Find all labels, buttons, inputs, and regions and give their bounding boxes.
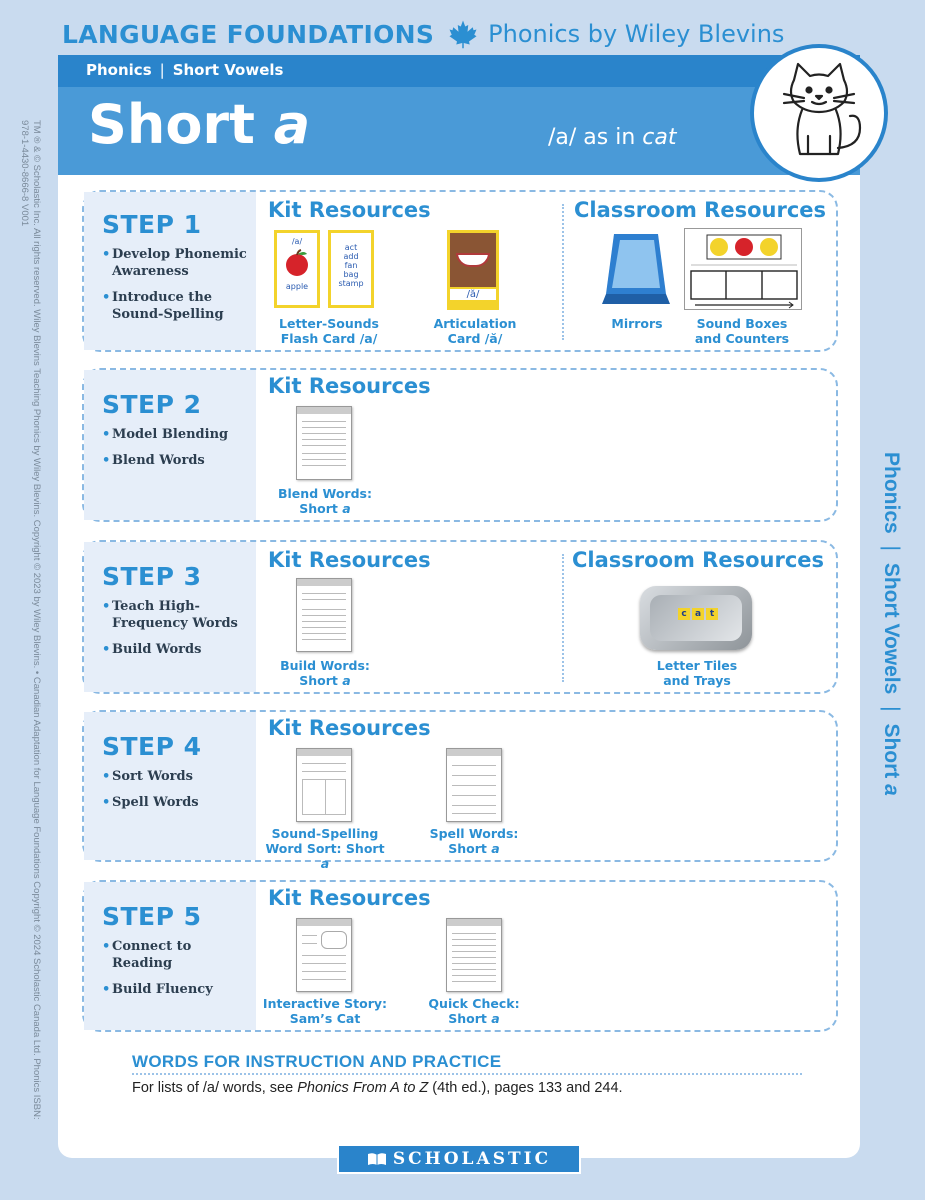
- worksheet-line: [452, 981, 496, 982]
- legal-text: TM ® & © Scholastic Inc. All rights reserved. Wiley Blevins Teaching Phonics by Wiley Blevins. Copyright © 2023 by Wiley Blevins. • Canadian Adaptation for Language Foundations Copyright © 2024 Scholastic Canada Ltd. Phonics ISBN: 978-1-4430-8666-8 V001: [19, 120, 42, 1120]
- worksheet-line: [452, 795, 496, 796]
- sound-boxes-icon: [685, 229, 803, 311]
- worksheet-line: [302, 935, 317, 936]
- worksheet-line: [302, 593, 346, 594]
- worksheet-thumbnail: [296, 918, 352, 992]
- resource-label-word: Short: [448, 1011, 487, 1026]
- worksheet-line: [452, 975, 496, 976]
- resource-label-line: Blend Words:: [278, 486, 372, 501]
- worksheet-line: [452, 785, 496, 786]
- apple-icon: [282, 248, 312, 278]
- worksheet-thumbnail: [296, 578, 352, 652]
- worksheet-header: [447, 919, 501, 926]
- words-heading: WORDS FOR INSTRUCTION AND PRACTICE: [132, 1052, 502, 1071]
- kit-resources-heading: Kit Resources: [268, 716, 431, 740]
- articulation-card: [447, 230, 499, 310]
- worksheet-line: [302, 615, 346, 616]
- worksheet-header: [297, 919, 351, 926]
- resource-label-line: and Trays: [663, 673, 731, 688]
- worksheet-header: [297, 407, 351, 414]
- brand-header: [62, 14, 784, 54]
- sound-boxes-mat: [684, 228, 802, 310]
- publisher-name: SCHOLASTIC: [392, 1149, 552, 1169]
- worksheet-line: [452, 963, 496, 964]
- resource-label-line: [419, 841, 529, 856]
- worksheet-line: [302, 609, 346, 610]
- worksheet-line: [452, 933, 496, 934]
- open-book-icon: [367, 1152, 387, 1166]
- resource-label-line: [260, 841, 390, 871]
- resource-label-line: [270, 673, 380, 688]
- worksheet-line: [452, 765, 496, 766]
- kit-resources-heading: Kit Resources: [268, 548, 431, 572]
- worksheet-line: [302, 963, 346, 964]
- worksheet-line: [302, 979, 346, 980]
- section-divider: [562, 554, 564, 682]
- worksheet-line: [302, 627, 346, 628]
- worksheet-line: [302, 633, 346, 634]
- flash-card-list-word: fan: [344, 261, 358, 270]
- step-title: STEP 5: [102, 902, 202, 931]
- flash-card-list-word: act: [344, 243, 358, 252]
- resource-label-line: Letter Tiles: [656, 658, 738, 673]
- resource-label: [270, 486, 380, 516]
- mouth-icon: [456, 253, 490, 267]
- resource-label: [582, 316, 692, 331]
- mirror-icon: [600, 230, 674, 310]
- worksheet-line: [302, 421, 346, 422]
- step-title: STEP 1: [102, 210, 202, 239]
- resource-label-line: Mirrors: [611, 316, 663, 331]
- sound-text: /a/ as in: [548, 125, 636, 150]
- breadcrumb-item: Short Vowels: [172, 61, 284, 79]
- resource-label-word: Short: [299, 673, 338, 688]
- step-bullets: [102, 938, 252, 1007]
- resource-label-line: Sound Boxes: [696, 316, 788, 331]
- worksheet-line: [452, 945, 496, 946]
- resource-label-line: Flash Card /a/: [280, 331, 378, 346]
- flash-card-list-word: add: [343, 252, 359, 261]
- worksheet-line: [452, 939, 496, 940]
- words-divider: [132, 1073, 802, 1075]
- step-4-panel: [82, 710, 838, 871]
- step-title: STEP 2: [102, 390, 202, 419]
- resource-label: [686, 316, 798, 346]
- resource-label: [419, 996, 529, 1026]
- resource-label-letter: a: [491, 1011, 500, 1026]
- step-bullet: • Sort Words: [102, 768, 252, 785]
- breadcrumb-separator: |: [159, 61, 165, 79]
- worksheet-line: [452, 805, 496, 806]
- letter-tile: a: [692, 608, 704, 620]
- worksheet-sort-box: [302, 779, 346, 815]
- sound-word: cat: [642, 125, 677, 150]
- mouth-photo: [450, 233, 496, 287]
- worksheet-line: [452, 775, 496, 776]
- classroom-resources-heading: Classroom Resources: [574, 198, 827, 222]
- step-title: STEP 3: [102, 562, 202, 591]
- worksheet-line: [302, 445, 346, 446]
- worksheet-thumbnail: [446, 748, 502, 822]
- worksheet-line: [302, 427, 346, 428]
- section-divider: [562, 204, 564, 340]
- step-bullet: • Blend Words: [102, 452, 252, 469]
- flash-card-word-list: [331, 243, 371, 288]
- step-bullet: • Spell Words: [102, 794, 252, 811]
- breadcrumb: [86, 61, 283, 79]
- worksheet-line: [302, 763, 346, 764]
- step-bullet: • Build Words: [102, 641, 252, 658]
- letter-tile: c: [678, 608, 690, 620]
- worksheet-line: [302, 465, 346, 466]
- flash-card-sound: /a/: [291, 237, 303, 246]
- resource-label-line: and Counters: [694, 331, 790, 346]
- resource-label-line: Sound-Spelling: [271, 826, 379, 841]
- step-bullets: [102, 246, 252, 332]
- side-label-part: Short Vowels: [880, 562, 903, 695]
- resource-label: [260, 826, 390, 871]
- resource-label-word: Short: [299, 501, 338, 516]
- cat-icon: [764, 58, 874, 168]
- kit-resources-heading: Kit Resources: [268, 198, 431, 222]
- side-label-letter: a: [880, 784, 903, 796]
- worksheet-line: [302, 943, 317, 944]
- resource-label-line: Interactive Story:: [262, 996, 388, 1011]
- step-bullets: [102, 768, 252, 820]
- worksheet-line: [302, 971, 346, 972]
- worksheet-line: [452, 957, 496, 958]
- worksheet-line: [302, 621, 346, 622]
- worksheet-header: [297, 749, 351, 756]
- resource-label: [270, 658, 380, 688]
- side-label: [873, 452, 903, 796]
- book-title: Phonics From A to Z: [297, 1080, 429, 1096]
- worksheet-line: [302, 639, 346, 640]
- step-bullet: • Build Fluency: [102, 981, 252, 998]
- words-text: [132, 1080, 623, 1096]
- words-text-part: (4th ed.), pages 133 and 244.: [428, 1080, 623, 1096]
- cat-illustration: [750, 44, 888, 182]
- resource-label-letter: a: [320, 856, 330, 871]
- step-bullet: • Introduce the Sound-Spelling: [102, 289, 252, 323]
- step-bullet: • Develop Phonemic Awareness: [102, 246, 252, 280]
- worksheet-header: [297, 579, 351, 586]
- words-text-part: For lists of /a/ words, see: [132, 1080, 298, 1096]
- resource-label: [260, 996, 390, 1026]
- worksheet-line: [452, 969, 496, 970]
- flash-card-word: apple: [285, 282, 309, 291]
- resource-label-word: Word Sort: Short: [265, 841, 385, 856]
- publisher-logo: [337, 1144, 581, 1174]
- step-3-panel: [82, 540, 838, 694]
- worksheet-line: [302, 439, 346, 440]
- worksheet-line: [452, 951, 496, 952]
- letter-tiles: [678, 608, 718, 620]
- breadcrumb-item: Phonics: [86, 61, 152, 79]
- classroom-resources-heading: Classroom Resources: [572, 548, 825, 572]
- page-title-letter: a: [273, 93, 311, 156]
- step-bullet: • Model Blending: [102, 426, 252, 443]
- worksheet-thumbnail: [296, 406, 352, 480]
- step-5-panel: [82, 880, 838, 1032]
- resource-label-letter: a: [342, 501, 351, 516]
- worksheet-line: [452, 813, 496, 814]
- side-label-separator: |: [880, 706, 903, 712]
- side-label-separator: |: [880, 545, 903, 551]
- resource-label: [419, 826, 529, 856]
- kit-resources-heading: Kit Resources: [268, 886, 431, 910]
- resource-label-line: Quick Check:: [428, 996, 520, 1011]
- letter-tile: t: [706, 608, 718, 620]
- worksheet-line: [302, 459, 346, 460]
- resource-label: [642, 658, 752, 688]
- resource-label-line: Spell Words:: [429, 826, 519, 841]
- flash-card-list-word: bag: [343, 270, 359, 279]
- flash-card-front: [274, 230, 320, 308]
- step-title: STEP 4: [102, 732, 202, 761]
- resource-label-letter: a: [491, 841, 500, 856]
- resource-label-line: Sam’s Cat: [289, 1011, 361, 1026]
- resource-label-line: [270, 501, 380, 516]
- step-bullet: • Connect to Reading: [102, 938, 252, 972]
- kit-resources-heading: Kit Resources: [268, 374, 431, 398]
- page-title-word: Short: [88, 93, 255, 156]
- maple-leaf-icon: [448, 19, 478, 49]
- series-title: LANGUAGE FOUNDATIONS: [62, 19, 435, 49]
- worksheet-thumbnail: [296, 748, 352, 822]
- flash-card-back: [328, 230, 374, 308]
- series-subtitle: Phonics by Wiley Blevins: [488, 20, 785, 48]
- worksheet-thumbnail: [446, 918, 502, 992]
- resource-label-word: Short: [448, 841, 487, 856]
- step-bullets: [102, 598, 252, 667]
- title-banner: [58, 55, 860, 175]
- step-1-panel: [82, 190, 838, 352]
- worksheet-line: [302, 955, 346, 956]
- worksheet-line: [302, 453, 346, 454]
- worksheet-line: [302, 771, 346, 772]
- step-2-panel: [82, 368, 838, 522]
- step-bullets: [102, 426, 252, 478]
- resource-label-line: Build Words:: [280, 658, 370, 673]
- letter-tray: [640, 586, 752, 650]
- resource-label-line: Articulation: [433, 316, 517, 331]
- page-title: [88, 93, 310, 156]
- resource-label-line: Letter-Sounds: [279, 316, 379, 331]
- flash-card-list-word: stamp: [338, 279, 364, 288]
- side-label-part: Short: [880, 723, 903, 779]
- step-bullet: • Teach High-Frequency Words: [102, 598, 252, 632]
- worksheet-line: [302, 599, 346, 600]
- resource-label-letter: a: [342, 673, 351, 688]
- sound-subtitle: [548, 125, 677, 150]
- resource-label: [274, 316, 384, 346]
- resource-label-line: [419, 1011, 529, 1026]
- worksheet-line: [302, 433, 346, 434]
- worksheet-header: [447, 749, 501, 756]
- story-illustration: [321, 931, 347, 949]
- resource-label: [420, 316, 530, 346]
- side-label-part: Phonics: [880, 452, 903, 534]
- worksheet-sort-divider: [325, 779, 326, 815]
- articulation-symbol: /ă/: [450, 289, 496, 300]
- resource-label-line: Card /ă/: [447, 331, 503, 346]
